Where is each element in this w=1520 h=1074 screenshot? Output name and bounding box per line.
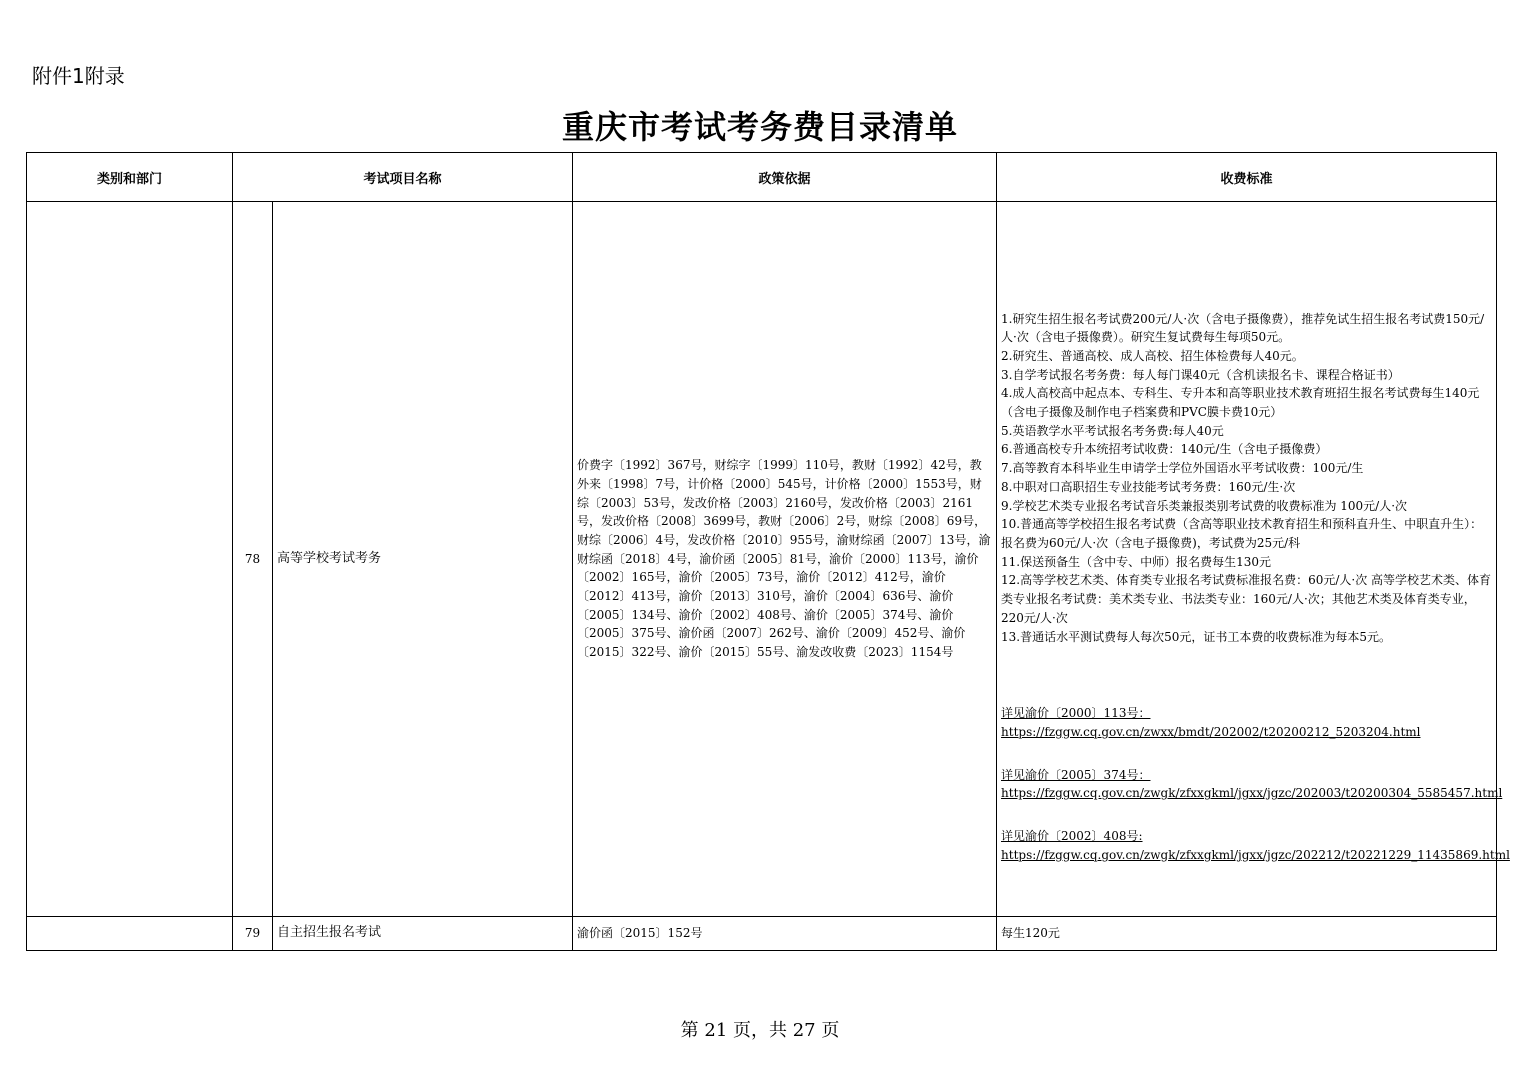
page-number: 第 21 页，共 27 页 bbox=[680, 1020, 840, 1041]
fee-item: 4.成人高校高中起点本、专科生、专升本和高等职业技术教育班招生报名考试费每生140元（含电子摄像及制作电子档案费和PVC膜卡费10元） bbox=[1001, 386, 1480, 420]
reference-link-url[interactable]: https://fzggw.cq.gov.cn/zwgk/zfxxgkml/jgxx/jgzc/202212/t20221229_11435869.html bbox=[1001, 847, 1510, 862]
category-cell bbox=[27, 202, 233, 917]
fee-item: 2.研究生、普通高校、成人高校、招生体检费每人40元。 bbox=[1001, 348, 1304, 363]
fee-item: 8.中职对口高职招生专业技能考试考务费：160元/生·次 bbox=[1001, 479, 1296, 494]
reference-link-label[interactable]: 详见渝价〔2002〕408号: bbox=[1001, 829, 1143, 844]
fee-item: 9.学校艺术类专业报名考试音乐类兼报类别考试费的收费标准为 100元/人·次 bbox=[1001, 498, 1408, 513]
policy-basis: 价费字〔1992〕367号，财综字〔1999〕110号，教财〔1992〕42号，教外来〔1998〕7号，计价格〔2000〕545号，计价格〔2000〕1553号，财综〔2003〕53号，发改价格〔2003〕2160号，发改价格〔2003〕2161号，发改价格〔2008〕3699号，教财〔2006〕2号，财综〔2008〕69号，财综〔2006〕4号，发改价格〔2010〕955号，渝财综函〔2007〕13号，渝财综函〔2018〕4号，渝价函〔2005〕81号，渝价〔2000〕113号，渝价〔2002〕165号，渝价〔2005〕73号，渝价〔2012〕412号，渝价〔2012〕413号，渝价〔2013〕310号，渝价〔2004〕636号、渝价〔2005〕134号、渝价〔2002〕408号、渝价〔2005〕374号、渝价〔2005〕375号、渝价函〔2007〕262号、渝价〔2009〕452号、渝价〔2015〕322号、渝价〔2015〕55号、渝发改收费〔2023〕1154号 bbox=[573, 202, 997, 917]
fee-item: 5.英语教学水平考试报名考务费:每人40元 bbox=[1001, 423, 1224, 438]
category-cell bbox=[27, 917, 233, 951]
policy-basis: 渝价函〔2015〕152号 bbox=[573, 917, 997, 951]
fee-item: 10.普通高等学校招生报名考试费（含高等职业技术教育招生和预科直升生、中职直升生）：报名费为60元/人·次（含电子摄像费)，考试费为25元/科 bbox=[1001, 517, 1483, 550]
reference-link-url[interactable]: https://fzggw.cq.gov.cn/zwxx/bmdt/202002/t20200212_5203204.html bbox=[1001, 724, 1421, 739]
fee-item: 11.保送预备生（含中专、中师）报名费每生130元 bbox=[1001, 554, 1272, 569]
row-number: 78 bbox=[233, 202, 273, 917]
table-row bbox=[27, 202, 1497, 917]
column-header-exam-name: 考试项目名称 bbox=[233, 153, 573, 202]
fee-item-list bbox=[1001, 310, 1492, 647]
exam-name: 自主招生报名考试 bbox=[273, 917, 573, 951]
column-header-fee: 收费标准 bbox=[997, 153, 1497, 202]
attachment-label: 附件1附录 bbox=[32, 64, 125, 88]
fee-items-block bbox=[1001, 254, 1510, 865]
reference-links bbox=[1001, 704, 1510, 864]
fee-item: 13.普通话水平测试费每人每次50元，证书工本费的收费标准为每本5元。 bbox=[1001, 629, 1392, 644]
page-title: 重庆市考试考务费目录清单 bbox=[561, 108, 958, 146]
fee-item: 3.自学考试报名考务费：每人每门课40元（含机读报名卡、课程合格证书） bbox=[1001, 367, 1400, 382]
fee-standard: 每生120元 bbox=[997, 917, 1497, 951]
reference-link-label[interactable]: 详见渝价〔2000〕113号： bbox=[1001, 706, 1151, 721]
reference-link-block bbox=[1001, 704, 1492, 741]
fee-item: 6.普通高校专升本统招考试收费：140元/生（含电子摄像费） bbox=[1001, 442, 1328, 457]
table-row bbox=[27, 917, 1497, 951]
fee-item: 7.高等教育本科毕业生申请学士学位外国语水平考试收费：100元/生 bbox=[1001, 461, 1364, 476]
column-header-policy: 政策依据 bbox=[573, 153, 997, 202]
row-number: 79 bbox=[233, 917, 273, 951]
reference-link-block bbox=[1001, 766, 1503, 803]
reference-link-label[interactable]: 详见渝价〔2005〕374号： bbox=[1001, 767, 1151, 782]
column-header-category: 类别和部门 bbox=[27, 153, 233, 202]
fee-table bbox=[26, 152, 1510, 951]
fee-item: 1.研究生招生报名考试费200元/人·次（含电子摄像费），推荐免试生招生报名考试费150元/人·次（含电子摄像费）。研究生复试费每生每项50元。 bbox=[1001, 311, 1485, 345]
fee-standard bbox=[997, 202, 1510, 917]
reference-link-block bbox=[1001, 827, 1510, 864]
table-header-row bbox=[27, 153, 1497, 202]
reference-link-url[interactable]: https://fzggw.cq.gov.cn/zwgk/zfxxgkml/jgxx/jgzc/202003/t20200304_5585457.html bbox=[1001, 786, 1503, 801]
fee-item: 12.高等学校艺术类、体育类专业报名考试费标准报名费：60元/人·次 高等学校艺术类、体育类专业报名考试费：美术类专业、书法类专业：160元/人·次；其他艺术类及体育类专业，220元/人·次 bbox=[1001, 573, 1492, 625]
exam-name: 高等学校考试考务 bbox=[273, 202, 573, 917]
